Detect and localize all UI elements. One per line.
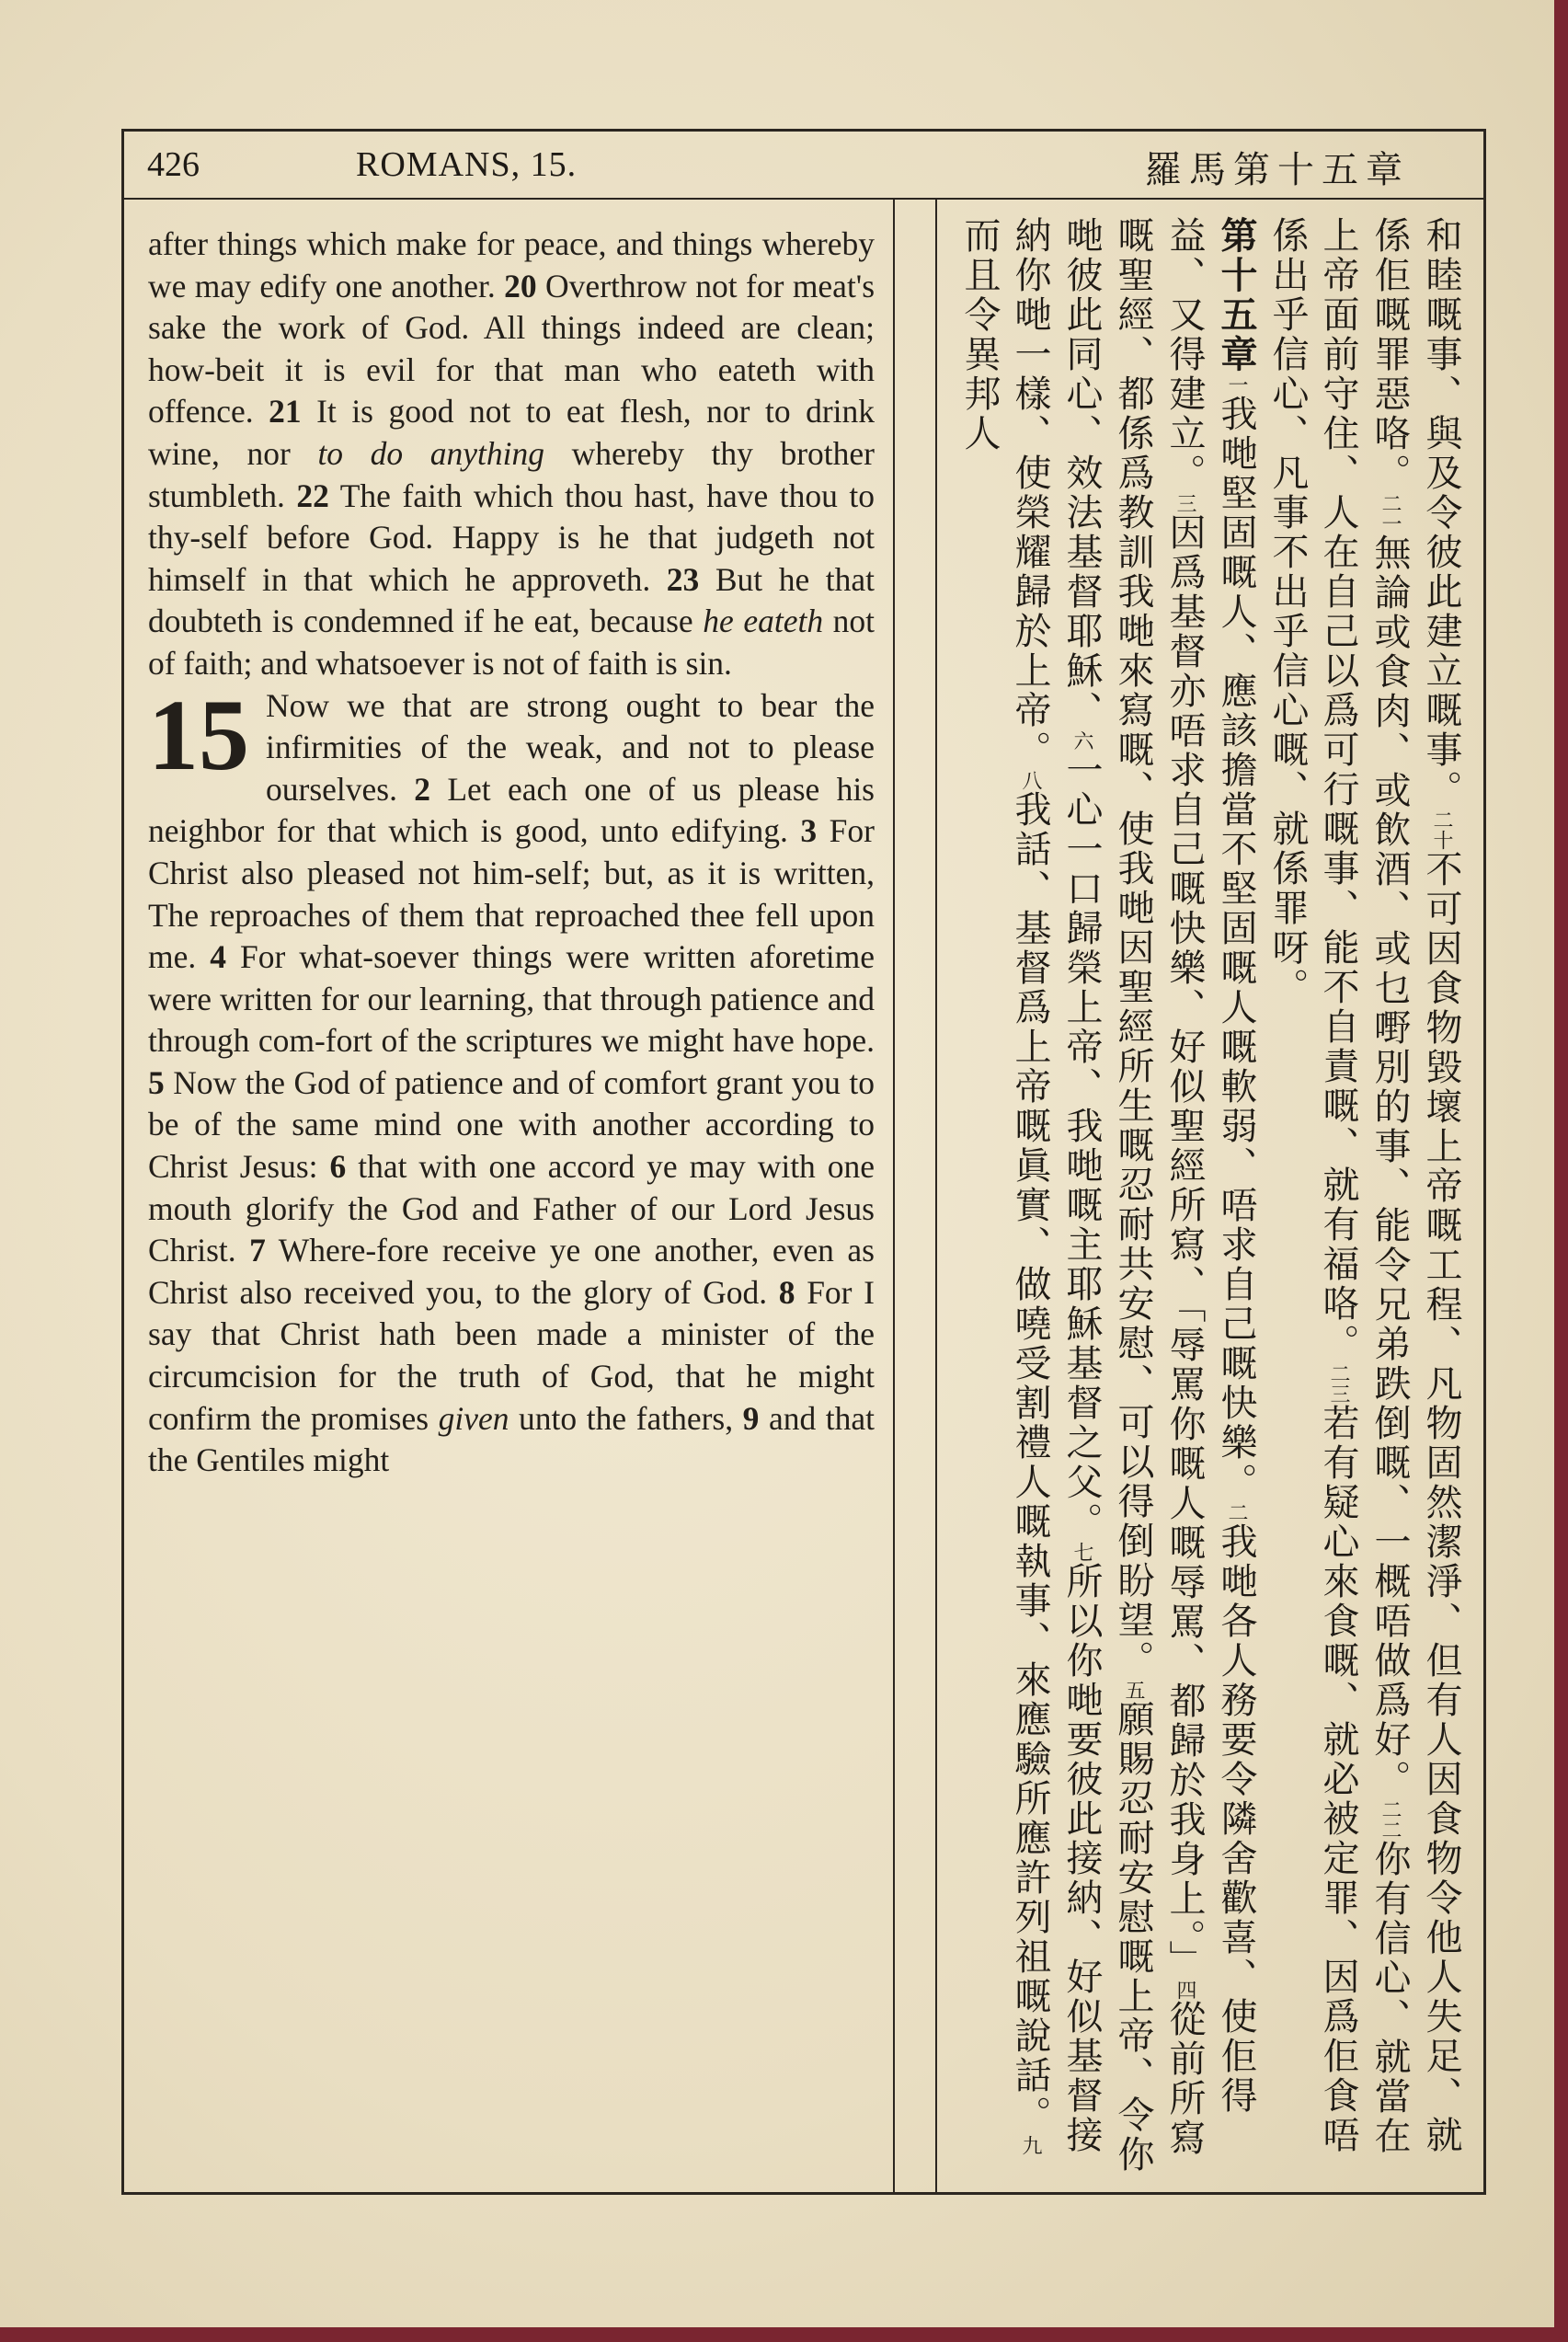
zh-verse-text: 一心一口歸榮上帝、我哋嘅主耶穌基督之父。 bbox=[1060, 751, 1103, 1542]
verse-number: 23 bbox=[666, 560, 700, 598]
column-divider bbox=[935, 198, 937, 2192]
verse-text: that with one accord ye may with one mouth glorify the God and Father of our Lord Jesus Christ. bbox=[148, 1148, 876, 1269]
verse-text: For I say that Christ hath been made a minister of the circumcision for the truth of God, that he might confirm the promises bbox=[148, 1273, 875, 1437]
verse-text: For what-soever things were written aforetime were written for our learning, that through patience and through com-fort of the scriptures we might have hope. bbox=[148, 938, 875, 1060]
verse-text: But he that doubteth is condemned if he eat, because bbox=[148, 560, 875, 640]
verse-text: whereby thy brother stumbleth. bbox=[148, 434, 875, 514]
verse-number: 22 bbox=[296, 476, 329, 514]
verse-number: 20 bbox=[504, 267, 537, 304]
zh-verse-text: 從前所寫嘅聖經、都係爲教訓我哋來寫嘅、使我哋因聖經所生嘅忍耐共安慰、可以得倒盼望。 bbox=[1112, 216, 1206, 2158]
chinese-running-title: 羅馬第十五章 bbox=[1145, 149, 1410, 191]
zh-verse-text: 你有信心、就當在上帝面前守住、人在自己以爲可行嘅事、能不自責嘅、就有福咯。 bbox=[1317, 216, 1411, 2156]
zh-verse-text: 而且令異邦人 bbox=[958, 216, 1001, 453]
zh-verse-number: 七 bbox=[1070, 1542, 1093, 1562]
zh-verse-number: 二三 bbox=[1327, 1363, 1350, 1404]
zh-verse-number: 二一 bbox=[1379, 493, 1402, 534]
verse-number: 6 bbox=[329, 1148, 347, 1186]
zh-verse-text: 所以你哋要彼此接納、好似基督接納你哋一樣、使榮耀歸於上帝。 bbox=[1009, 216, 1103, 2155]
zh-verse-text: 我哋堅固嘅人、應該擔當不堅固嘅人嘅軟弱、唔求自己嘅快樂。 bbox=[1215, 395, 1257, 1502]
verse-italic: given bbox=[438, 1399, 509, 1437]
zh-verse-number: 九 bbox=[1019, 2135, 1042, 2155]
chinese-text-column bbox=[952, 216, 1467, 2185]
zh-verse-number: 一 bbox=[1225, 374, 1248, 395]
verse-text: Now we that are strong ought to bear the infirmities of the weak, and not to please ourselves. bbox=[266, 686, 875, 808]
verse-text: unto the fathers, bbox=[509, 1399, 734, 1437]
zh-verse-number: 二 bbox=[1225, 1502, 1248, 1522]
zh-chapter-title: 第十五章 bbox=[1215, 216, 1257, 374]
verse-text: It is good not to eat flesh, nor to drink wine, nor bbox=[148, 393, 876, 472]
verse-text: The faith which thou hast, have thou to thy-self before God. Happy is he that judgeth not himself in that which he approveth. bbox=[148, 476, 875, 598]
english-paragraph-ch14 bbox=[148, 224, 875, 685]
zh-verse-number: 八 bbox=[1019, 770, 1042, 790]
zh-verse-text: 我哋各人務要令隣舍歡喜、使佢得益、又得建立。 bbox=[1163, 216, 1257, 2116]
running-title: ROMANS, 15. bbox=[356, 145, 578, 184]
english-paragraph-ch15 bbox=[148, 678, 876, 1482]
english-text-column bbox=[148, 224, 875, 2164]
zh-verse-number: 六 bbox=[1070, 730, 1093, 751]
verse-number: 7 bbox=[249, 1232, 266, 1269]
verse-italic: he eateth bbox=[703, 603, 824, 640]
chapter-number: 15 bbox=[148, 678, 249, 791]
zh-verse-number: 三 bbox=[1173, 493, 1196, 513]
zh-verse-text: 因爲基督亦唔求自己嘅快樂、好似聖經所寫、「辱罵你嘅人嘅辱罵、都歸於我身上。」 bbox=[1163, 513, 1206, 1980]
page-header bbox=[124, 132, 1483, 200]
verse-number: 9 bbox=[742, 1399, 760, 1437]
verse-text: and that the Gentiles might bbox=[148, 1399, 875, 1479]
zh-verse-number: 四 bbox=[1173, 1980, 1196, 2000]
verse-text: Where-fore receive ye one another, even as Christ also received you, to the glory of God. bbox=[148, 1232, 876, 1311]
verse-text: not of faith; and whatsoever is not of faith is sin. bbox=[148, 603, 876, 682]
zh-verse-number: 五 bbox=[1122, 1680, 1145, 1700]
zh-verse-text: 無論或食肉、或飲酒、或乜嘢別的事、能令兄弟跌倒嘅、一概唔做爲好。 bbox=[1368, 534, 1411, 1799]
verse-text: Let each one of us please his neighbor for that which is good, unto edifying. bbox=[148, 770, 875, 850]
verse-text: Now the God of patience and of comfort grant you to be of the same mind one with another according to Christ Jesus: bbox=[148, 1063, 875, 1186]
zh-verse-text: 和睦嘅事、與及令彼此建立嘅事。 bbox=[1420, 216, 1462, 809]
verse-text: after things which make for peace, and things whereby we may edify one another. bbox=[148, 225, 875, 304]
zh-verse-number: 二二 bbox=[1379, 1799, 1402, 1840]
column-divider bbox=[893, 198, 895, 2192]
zh-verse-text: 我話、基督爲上帝嘅眞實、做嘵受割禮人嘅執事、來應驗所應許列祖嘅說話。 bbox=[1009, 790, 1051, 2135]
verse-number: 4 bbox=[210, 938, 226, 976]
verse-number: 8 bbox=[778, 1273, 795, 1311]
verse-number: 3 bbox=[800, 812, 818, 850]
verse-number: 2 bbox=[414, 770, 431, 808]
verse-italic: to do anything bbox=[317, 434, 545, 472]
verse-number: 5 bbox=[148, 1063, 165, 1101]
zh-verse-text: 不可因食物毀壞上帝嘅工程、凡物固然潔淨、但有人因食物令他人失足、就係佢嘅罪惡咯。 bbox=[1368, 216, 1462, 2155]
verse-text: Overthrow not for meat's sake the work of God. All things indeed are clean; how-beit it is evil for that man who eateth with offence. bbox=[148, 267, 876, 431]
zh-verse-text: 願賜忍耐安慰嘅上帝、令你哋彼此同心、效法基督耶穌、 bbox=[1060, 216, 1154, 2175]
page-frame bbox=[121, 129, 1486, 2195]
verse-text: For Christ also pleased not him-self; but, as it is written, The reproaches of them that reproached thee fell upon me. bbox=[148, 812, 875, 976]
zh-verse-text: 若有疑心來食嘅、就必被定罪、因爲佢食唔係出乎信心、凡事不出乎信心嘅、就係罪呀。 bbox=[1266, 216, 1359, 2155]
page-number: 426 bbox=[147, 145, 200, 184]
verse-number: 21 bbox=[269, 393, 302, 431]
zh-verse-number: 二十 bbox=[1430, 809, 1453, 850]
